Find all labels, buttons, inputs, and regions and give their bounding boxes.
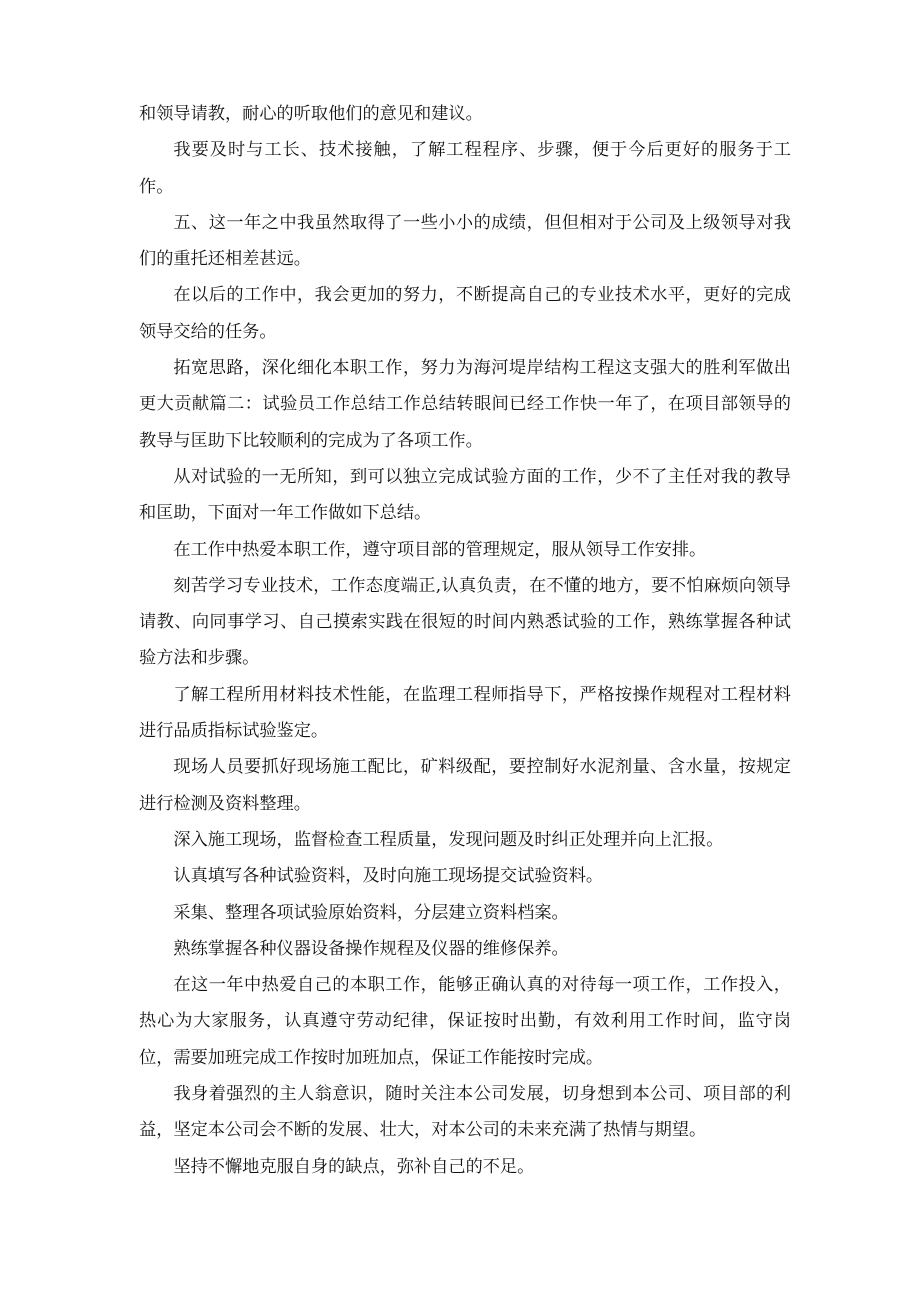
paragraph: 熟练掌握各种仪器设备操作规程及仪器的维修保养。 xyxy=(173,938,569,959)
paragraph: 深入施工现场，监督检查工程质量，发现问题及时纠正处理并向上汇报。 xyxy=(173,829,724,850)
paragraph: 我要及时与工长、技术接触，了解工程程序、步骤，便于今后更好的服务于工作。 xyxy=(139,140,791,197)
paragraph: 拓宽思路，深化细化本职工作，努力为海河堤岸结构工程这支强大的胜利军做出更大贡献篇二：试验员工作总结工作总结转眼间已经工作快一年了，在项目部领导的教导与匡助下比较顺利的完成为了各项工作。 xyxy=(139,358,791,451)
paragraph: 五、这一年之中我虽然取得了一些小小的成绩，但但相对于公司及上级领导对我们的重托还相差甚远。 xyxy=(139,212,791,270)
paragraph: 认真填写各种试验资料，及时向施工现场提交试验资料。 xyxy=(173,866,604,887)
paragraph: 了解工程所用材料技术性能，在监理工程师指导下，严格按操作规程对工程材料进行品质指标试验鉴定。 xyxy=(139,684,791,742)
paragraph: 采集、整理各项试验原始资料，分层建立资料档案。 xyxy=(173,902,569,923)
paragraph: 坚持不懈地克服自身的缺点，弥补自己的不足。 xyxy=(173,1156,535,1177)
paragraph: 从对试验的一无所知，到可以独立完成试验方面的工作，少不了主任对我的教导和匡助，下面对一年工作做如下总结。 xyxy=(139,466,791,524)
paragraph: 在以后的工作中，我会更加的努力，不断提高自己的专业技术水平，更好的完成领导交给的任务。 xyxy=(139,285,791,342)
paragraph: 我身着强烈的主人翁意识，随时关注本公司发展，切身想到本公司、项目部的利益，坚定本公司会不断的发展、壮大，对本公司的未来充满了热情与期望。 xyxy=(139,1084,791,1141)
paragraph: 在这一年中热爱自己的本职工作，能够正确认真的对待每一项工作，工作投入，热心为大家服务，认真遵守劳动纪律，保证按时出勤，有效利用工作时间，监守岗位，需要加班完成工作按时加班加点，保证工作能按时完成。 xyxy=(139,975,791,1068)
paragraph-continuation: 和领导请教，耐心的听取他们的意见和建议。 xyxy=(139,104,483,124)
paragraph: 现场人员要抓好现场施工配比，矿料级配，要控制好水泥剂量、含水量，按规定进行检测及资料整理。 xyxy=(139,757,791,814)
document-body xyxy=(139,96,791,1185)
paragraph: 刻苦学习专业技术，工作态度端正,认真负责，在不懂的地方，要不怕麻烦向领导请教、向同事学习、自己摸索实践在很短的时间内熟悉试验的工作，熟练掌握各种试验方法和步骤。 xyxy=(139,575,791,669)
paragraph: 在工作中热爱本职工作，遵守项目部的管理规定，服从领导工作安排。 xyxy=(173,539,707,560)
